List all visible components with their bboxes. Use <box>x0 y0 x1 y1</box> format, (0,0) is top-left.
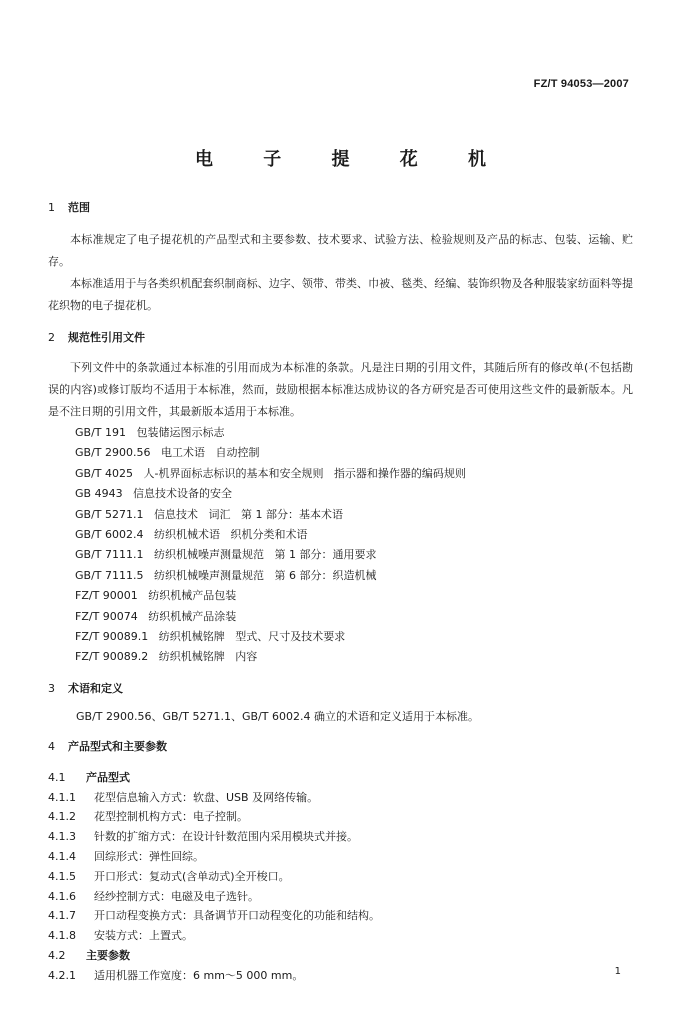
reference-item: GB/T 5271.1 信息技术 词汇 第 1 部分：基本术语 <box>75 507 343 521</box>
clause-item <box>48 788 633 808</box>
reference-item: GB/T 2900.56 电工术语 自动控制 <box>75 446 260 460</box>
section-number: 4 <box>48 739 55 753</box>
clause-number: 4.1.8 <box>48 929 76 943</box>
clause-number: 4.1.1 <box>48 790 76 804</box>
section-4-heading <box>48 738 633 754</box>
clause-text: 花型信息输入方式：软盘、USB 及网络传输。 <box>94 790 319 804</box>
reference-list <box>48 423 633 668</box>
clause-number: 4.1.6 <box>48 889 76 903</box>
clause-text: 针数的扩缩方式：在设计针数范围内采用模块式并接。 <box>94 830 358 844</box>
subsection-number: 4.1 <box>48 770 66 784</box>
clause-item <box>48 926 633 946</box>
subsection-title: 主要参数 <box>86 949 130 963</box>
clause-item <box>48 867 633 887</box>
reference-item: FZ/T 90001 纺织机械产品包装 <box>75 589 237 603</box>
section-1-paragraph-1: 本标准规定了电子提花机的产品型式和主要参数、技术要求、试验方法、检验规则及产品的标志、包装、运输、贮存。 <box>48 233 633 268</box>
document-body <box>48 199 633 986</box>
standard-code: FZ/T 94053—2007 <box>533 78 629 90</box>
reference-item: FZ/T 90074 纺织机械产品涂装 <box>75 609 237 623</box>
section-1-heading <box>48 199 633 215</box>
reference-item: GB/T 7111.5 纺织机械噪声测量规范 第 6 部分：织造机械 <box>75 568 377 582</box>
section-title: 规范性引用文件 <box>68 331 145 344</box>
subsection-title: 产品型式 <box>86 770 130 784</box>
reference-item: GB 4943 信息技术设备的安全 <box>75 487 233 501</box>
reference-item: GB/T 7111.1 纺织机械噪声测量规范 第 1 部分：通用要求 <box>75 548 377 562</box>
section-title: 产品型式和主要参数 <box>68 739 167 753</box>
subsection-number: 4.2 <box>48 949 66 963</box>
clause-text: 开口形式：复动式(含单动式)全开梭口。 <box>94 869 290 883</box>
section-title: 范围 <box>68 201 90 214</box>
clause-item <box>48 887 633 907</box>
reference-item: FZ/T 90089.1 纺织机械铭牌 型式、尺寸及技术要求 <box>75 630 346 644</box>
clause-number: 4.1.3 <box>48 830 76 844</box>
clause-item <box>48 906 633 926</box>
clause-text: 花型控制机构方式：电子控制。 <box>94 810 248 824</box>
section-3-text: GB/T 2900.56、GB/T 5271.1、GB/T 6002.4 确立的术语和定义适用于本标准。 <box>76 709 479 723</box>
section-number: 1 <box>48 201 55 214</box>
clause-item <box>48 847 633 867</box>
section-2-heading <box>48 329 633 345</box>
reference-item: FZ/T 90089.2 纺织机械铭牌 内容 <box>75 650 258 664</box>
reference-item: GB/T 4025 人-机界面标志标识的基本和安全规则 指示器和操作器的编码规则 <box>75 466 466 480</box>
section-number: 3 <box>48 681 55 695</box>
section-3-heading <box>48 680 633 696</box>
clause-text: 回综形式：弹性回综。 <box>94 850 204 864</box>
clause-text: 适用机器工作宽度：6 mm～5 000 mm。 <box>94 968 304 982</box>
clause-number: 4.1.7 <box>48 909 76 923</box>
clause-number: 4.2.1 <box>48 968 76 982</box>
clause-text: 经纱控制方式：电磁及电子选针。 <box>94 889 259 903</box>
clause-text: 开口动程变换方式：具备调节开口动程变化的功能和结构。 <box>94 909 380 923</box>
section-2-intro: 下列文件中的条款通过本标准的引用而成为本标准的条款。凡是注日期的引用文件，其随后所有的修改单(不包括勘误的内容)或修订版均不适用于本标准，然而，鼓励根据本标准达成协议的各方研究是否可使用这些文件的最新版本。凡是不注日期的引用文件，其最新版本适用于本标准。 <box>48 361 633 418</box>
document-title: 电 子 提 花 机 <box>194 149 509 170</box>
reference-item: GB/T 191 包装储运图示标志 <box>75 426 225 439</box>
page-number: 1 <box>614 966 621 977</box>
clause-item <box>48 807 633 827</box>
clause-item <box>48 827 633 847</box>
clause-text: 安装方式：上置式。 <box>94 929 193 943</box>
reference-item: GB/T 6002.4 纺织机械术语 织机分类和术语 <box>75 528 308 542</box>
clause-number: 4.1.5 <box>48 869 76 883</box>
clause-item <box>48 966 633 986</box>
subsection-4-2-heading <box>48 946 633 966</box>
section-title: 术语和定义 <box>68 681 123 695</box>
clause-number: 4.1.4 <box>48 850 76 864</box>
section-1-paragraph-2: 本标准适用于与各类织机配套织制商标、边字、领带、带类、巾被、毯类、经编、装饰织物及各种服装家纺面料等提花织物的电子提花机。 <box>48 277 633 312</box>
subsection-4-1-heading <box>48 768 633 788</box>
section-number: 2 <box>48 331 55 344</box>
clause-number: 4.1.2 <box>48 810 76 824</box>
